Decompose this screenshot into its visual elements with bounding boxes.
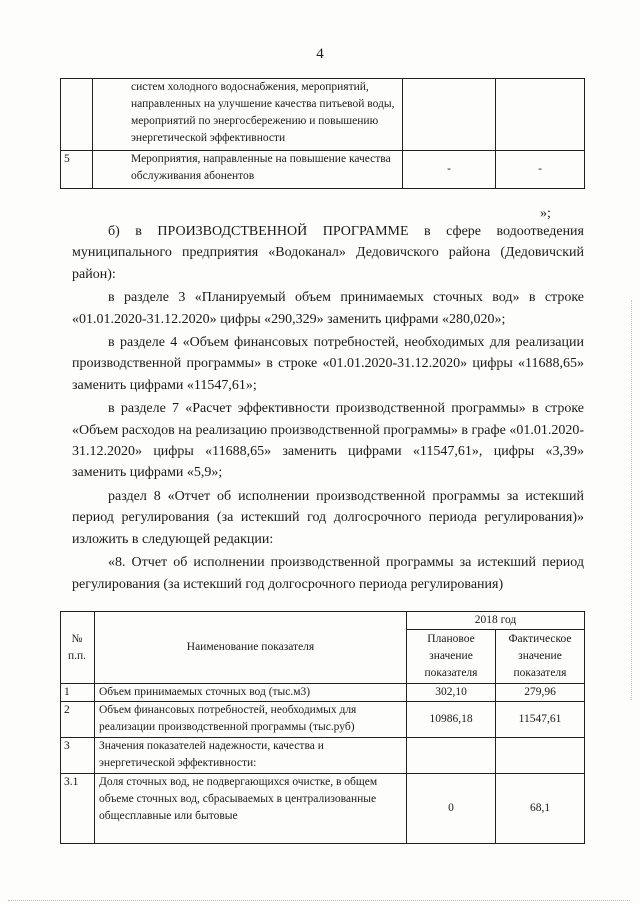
paragraph: в разделе 3 «Планируемый объем принимаемых сточных вод» в строке «01.01.2020-31.12.2020» цифры «290,329» заменить цифрами «280,020»; xyxy=(72,290,584,327)
header-year: 2018 год xyxy=(407,612,585,630)
row-number: 5 xyxy=(61,151,93,189)
header-num: № п.п. xyxy=(61,612,95,684)
paragraph: раздел 8 «Отчет об исполнении производственной программы за истекший период регулирования (за истекший год долгосрочного периода регулирования)» изложить в следующей редакции: xyxy=(72,488,584,547)
paragraph: в разделе 4 «Объем финансовых потребностей, необходимых для реализации производственной программы» в строке «01.01.2020-31.12.2020» цифры «11688,65» заменить цифрами «11547,61»; xyxy=(72,335,584,393)
paragraph: «8. Отчет об исполнении производственной программы за истекший период регулирования (за истекший год долгосрочного периода регулирования) xyxy=(72,555,584,592)
row-plan: 10986,18 xyxy=(407,702,496,738)
table-row xyxy=(61,738,585,774)
row-text: систем холодного водоснабжения, мероприятий, направленных на улучшение качества питьевой воды, мероприятий по энергосбережению и повышению энергетической эффективности xyxy=(93,79,403,151)
header-fact: Фактическое значение показателя xyxy=(496,630,585,684)
table-row xyxy=(61,684,585,702)
paragraph: в разделе 7 «Расчет эффективности производственной программы» в строке «Объем расходов на реализацию производственной программы» в графе «01.01.2020-31.12.2020» цифры «11688,65» заменить цифрами «11547,61», цифры «3,39» заменить цифрами «5,9»; xyxy=(72,401,584,481)
row-fact xyxy=(496,738,585,774)
row-name: Значения показателей надежности, качества и энергетической эффективности: xyxy=(95,738,407,774)
table-row xyxy=(61,702,585,738)
scan-artifact xyxy=(8,900,630,901)
row-number: 2 xyxy=(61,702,95,738)
row-value-1: - xyxy=(403,151,496,189)
header-row xyxy=(61,612,585,630)
row-name: Доля сточных вод, не подвергающихся очистке, в общем объеме сточных вод, сбрасываемых в централизованные общесплавные или бытовые xyxy=(95,774,407,844)
row-number: 1 xyxy=(61,684,95,702)
top-table xyxy=(60,78,585,189)
scan-artifact xyxy=(631,300,636,700)
table-row xyxy=(61,151,585,189)
closing-quote: »; xyxy=(540,206,551,221)
row-fact: 11547,61 xyxy=(496,702,585,738)
row-fact: 279,96 xyxy=(496,684,585,702)
row-value-1 xyxy=(403,79,496,151)
row-name: Объем финансовых потребностей, необходимых для реализации производственной программы (тыс.руб) xyxy=(95,702,407,738)
row-text: Мероприятия, направленные на повышение качества обслуживания абонентов xyxy=(93,151,403,189)
body-text xyxy=(72,221,584,595)
table-row xyxy=(61,774,585,844)
row-number: 3 xyxy=(61,738,95,774)
page-number: 4 xyxy=(316,46,324,62)
row-value-2 xyxy=(496,79,585,151)
row-plan xyxy=(407,738,496,774)
paragraph: б) в ПРОИЗВОДСТВЕННОЙ ПРОГРАММЕ в сфере водоотведения муниципального предприятия «Водоканал» Дедовичского района (Дедовичский район): xyxy=(72,224,584,282)
row-name: Объем принимаемых сточных вод (тыс.м3) xyxy=(95,684,407,702)
row-number: 3.1 xyxy=(61,774,95,844)
table-row xyxy=(61,79,585,151)
report-table xyxy=(60,611,585,844)
row-value-2: - xyxy=(496,151,585,189)
row-plan: 0 xyxy=(407,774,496,844)
row-number xyxy=(61,79,93,151)
header-name: Наименование показателя xyxy=(95,612,407,684)
header-plan: Плановое значение показателя xyxy=(407,630,496,684)
row-plan: 302,10 xyxy=(407,684,496,702)
row-fact: 68,1 xyxy=(496,774,585,844)
